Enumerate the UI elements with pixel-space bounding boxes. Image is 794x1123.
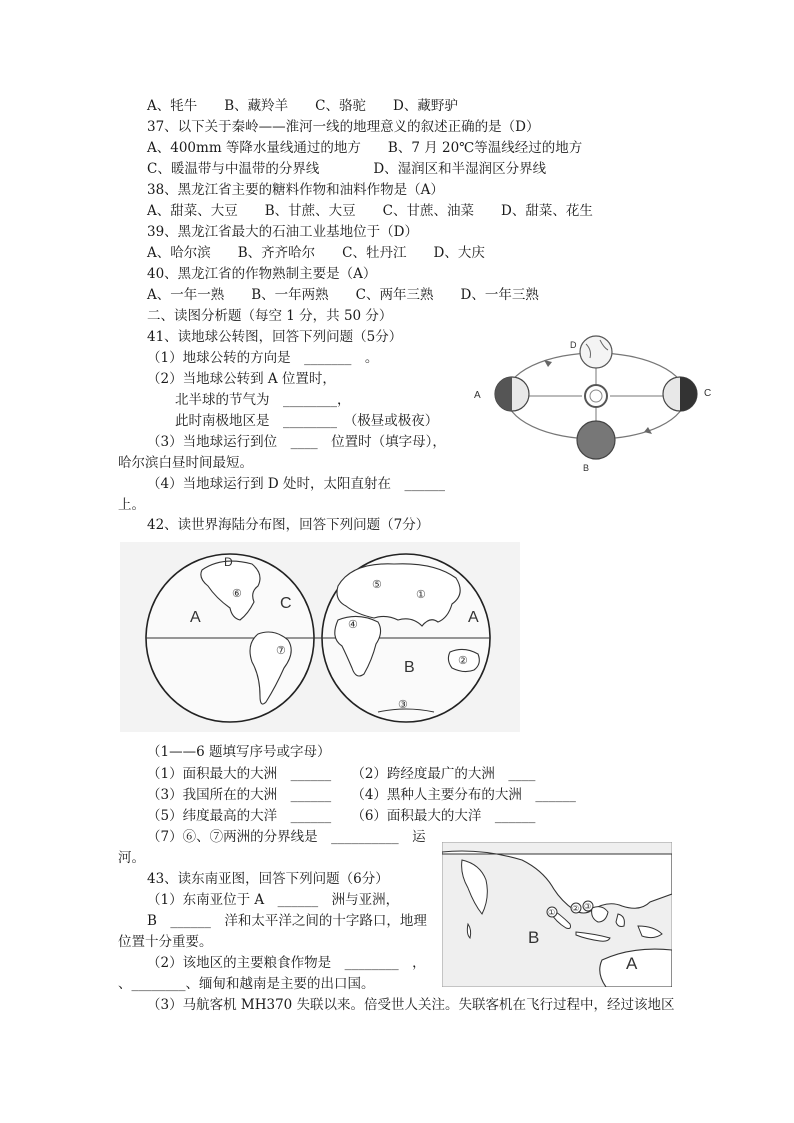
map-label: B [404, 659, 415, 676]
map-label: ⑦ [276, 645, 286, 657]
question-40: 40、黑龙江省的作物熟制主要是（A） [147, 266, 377, 282]
sub-question: B ______ 洋和太平洋之间的十字路口，地理 [147, 913, 427, 929]
map-label: B [528, 928, 540, 947]
sub-question: 此时南极地区是 ________ （极昼或极夜） [175, 413, 439, 429]
map-label: ① [416, 589, 426, 601]
sub-question: （7）⑥、⑦两洲的分界线是 __________ 运 [147, 829, 426, 845]
option-line: A、甜菜、大豆 B、甘蔗、大豆 C、甘蔗、油菜 D、甜菜、花生 [147, 203, 593, 219]
map-label: A [468, 609, 479, 626]
map-label: A [626, 954, 638, 973]
sub-question: 哈尔滨白昼时间最短。 [118, 455, 253, 471]
sub-question: （5）纬度最高的大洋 ______ （6）面积最大的大洋 ______ [147, 808, 536, 824]
sub-question: 河。 [118, 850, 145, 866]
earth-c-night [680, 377, 697, 411]
instruction: （1——6 题填写序号或字母） [147, 744, 331, 760]
question-43: 43、读东南亚图，回答下列问题（6分） [147, 871, 389, 887]
map-label: ② [458, 655, 468, 667]
earth-b [577, 421, 615, 459]
option-line: C、暖温带与中温带的分界线 D、湿润区和半湿润区分界线 [147, 161, 547, 177]
section-heading: 二、读图分析题（每空 1 分，共 50 分） [147, 308, 393, 324]
map-label: A [190, 609, 201, 626]
map-label: D [224, 555, 233, 569]
map-label: ② [572, 904, 580, 913]
earth-a-night [495, 377, 512, 411]
direction-arrow-icon [544, 360, 552, 367]
sub-question: （4）当地球运行到 D 处时，太阳直射在 ______ [147, 476, 445, 492]
question-42: 42、读世界海陆分布图，回答下列问题（7分） [147, 517, 430, 533]
sub-question: 、________、缅甸和越南是主要的出口国。 [118, 976, 375, 992]
sub-question: 位置十分重要。 [118, 934, 213, 950]
map-label: ⑥ [232, 588, 242, 600]
sub-question: （3）马航客机 MH370 失联以来。倍受世人关注。失联客机在飞行过程中，经过该地区 [147, 997, 675, 1013]
map-label: ④ [348, 619, 358, 631]
map-label: ⑤ [372, 579, 382, 591]
world-map [120, 542, 520, 732]
orbit-label: D [570, 340, 577, 350]
sub-question: 上。 [118, 497, 145, 513]
sub-question: （2）该地区的主要粮食作物是 ________ ， [147, 955, 426, 971]
sub-question: （1）地球公转的方向是 _______ 。 [147, 350, 379, 366]
sub-question: （3）当地球运行到位 ____ 位置时（填字母）， [147, 434, 446, 450]
orbit-label: C [704, 388, 712, 399]
earth-d [580, 336, 612, 368]
question-39: 39、黑龙江省最大的石油工业基地位于（D） [147, 224, 419, 240]
orbit-label: B [583, 463, 590, 473]
sub-question: （1）面积最大的大洲 ______ （2）跨经度最广的大洲 ____ [147, 766, 536, 782]
sub-question: 北半球的节气为 ________， [175, 392, 351, 408]
option-line: A、400mm 等降水量线通过的地方 B、7 月 20℃等温线经过的地方 [147, 140, 583, 156]
option-line: A、牦牛 B、藏羚羊 C、骆驼 D、藏野驴 [147, 98, 458, 114]
sub-question: （1）东南亚位于 A ______ 洲与亚洲， [147, 892, 400, 908]
orbit-label: A [474, 390, 481, 401]
map-label: ③ [584, 902, 592, 911]
sun-core [590, 390, 602, 402]
sub-question: （2）当地球公转到 A 位置时， [147, 371, 336, 387]
earth-orbit-diagram [468, 332, 716, 474]
question-41: 41、读地球公转图，回答下列问题（5分） [147, 329, 403, 345]
question-38: 38、黑龙江省主要的糖料作物和油料作物是（A） [147, 182, 444, 198]
option-line: A、哈尔滨 B、齐齐哈尔 C、牡丹江 D、大庆 [147, 245, 485, 261]
southeast-asia-map [442, 842, 672, 987]
map-label: C [280, 595, 292, 612]
sub-question: （3）我国所在的大洲 ______ （4）黑种人主要分布的大洲 ______ [147, 787, 576, 803]
map-label: ③ [398, 699, 408, 711]
question-37: 37、以下关于秦岭——淮河一线的地理意义的叙述正确的是（D） [147, 119, 540, 135]
option-line: A、一年一熟 B、一年两熟 C、两年三熟 D、一年三熟 [147, 287, 539, 303]
map-label: ① [548, 908, 556, 917]
